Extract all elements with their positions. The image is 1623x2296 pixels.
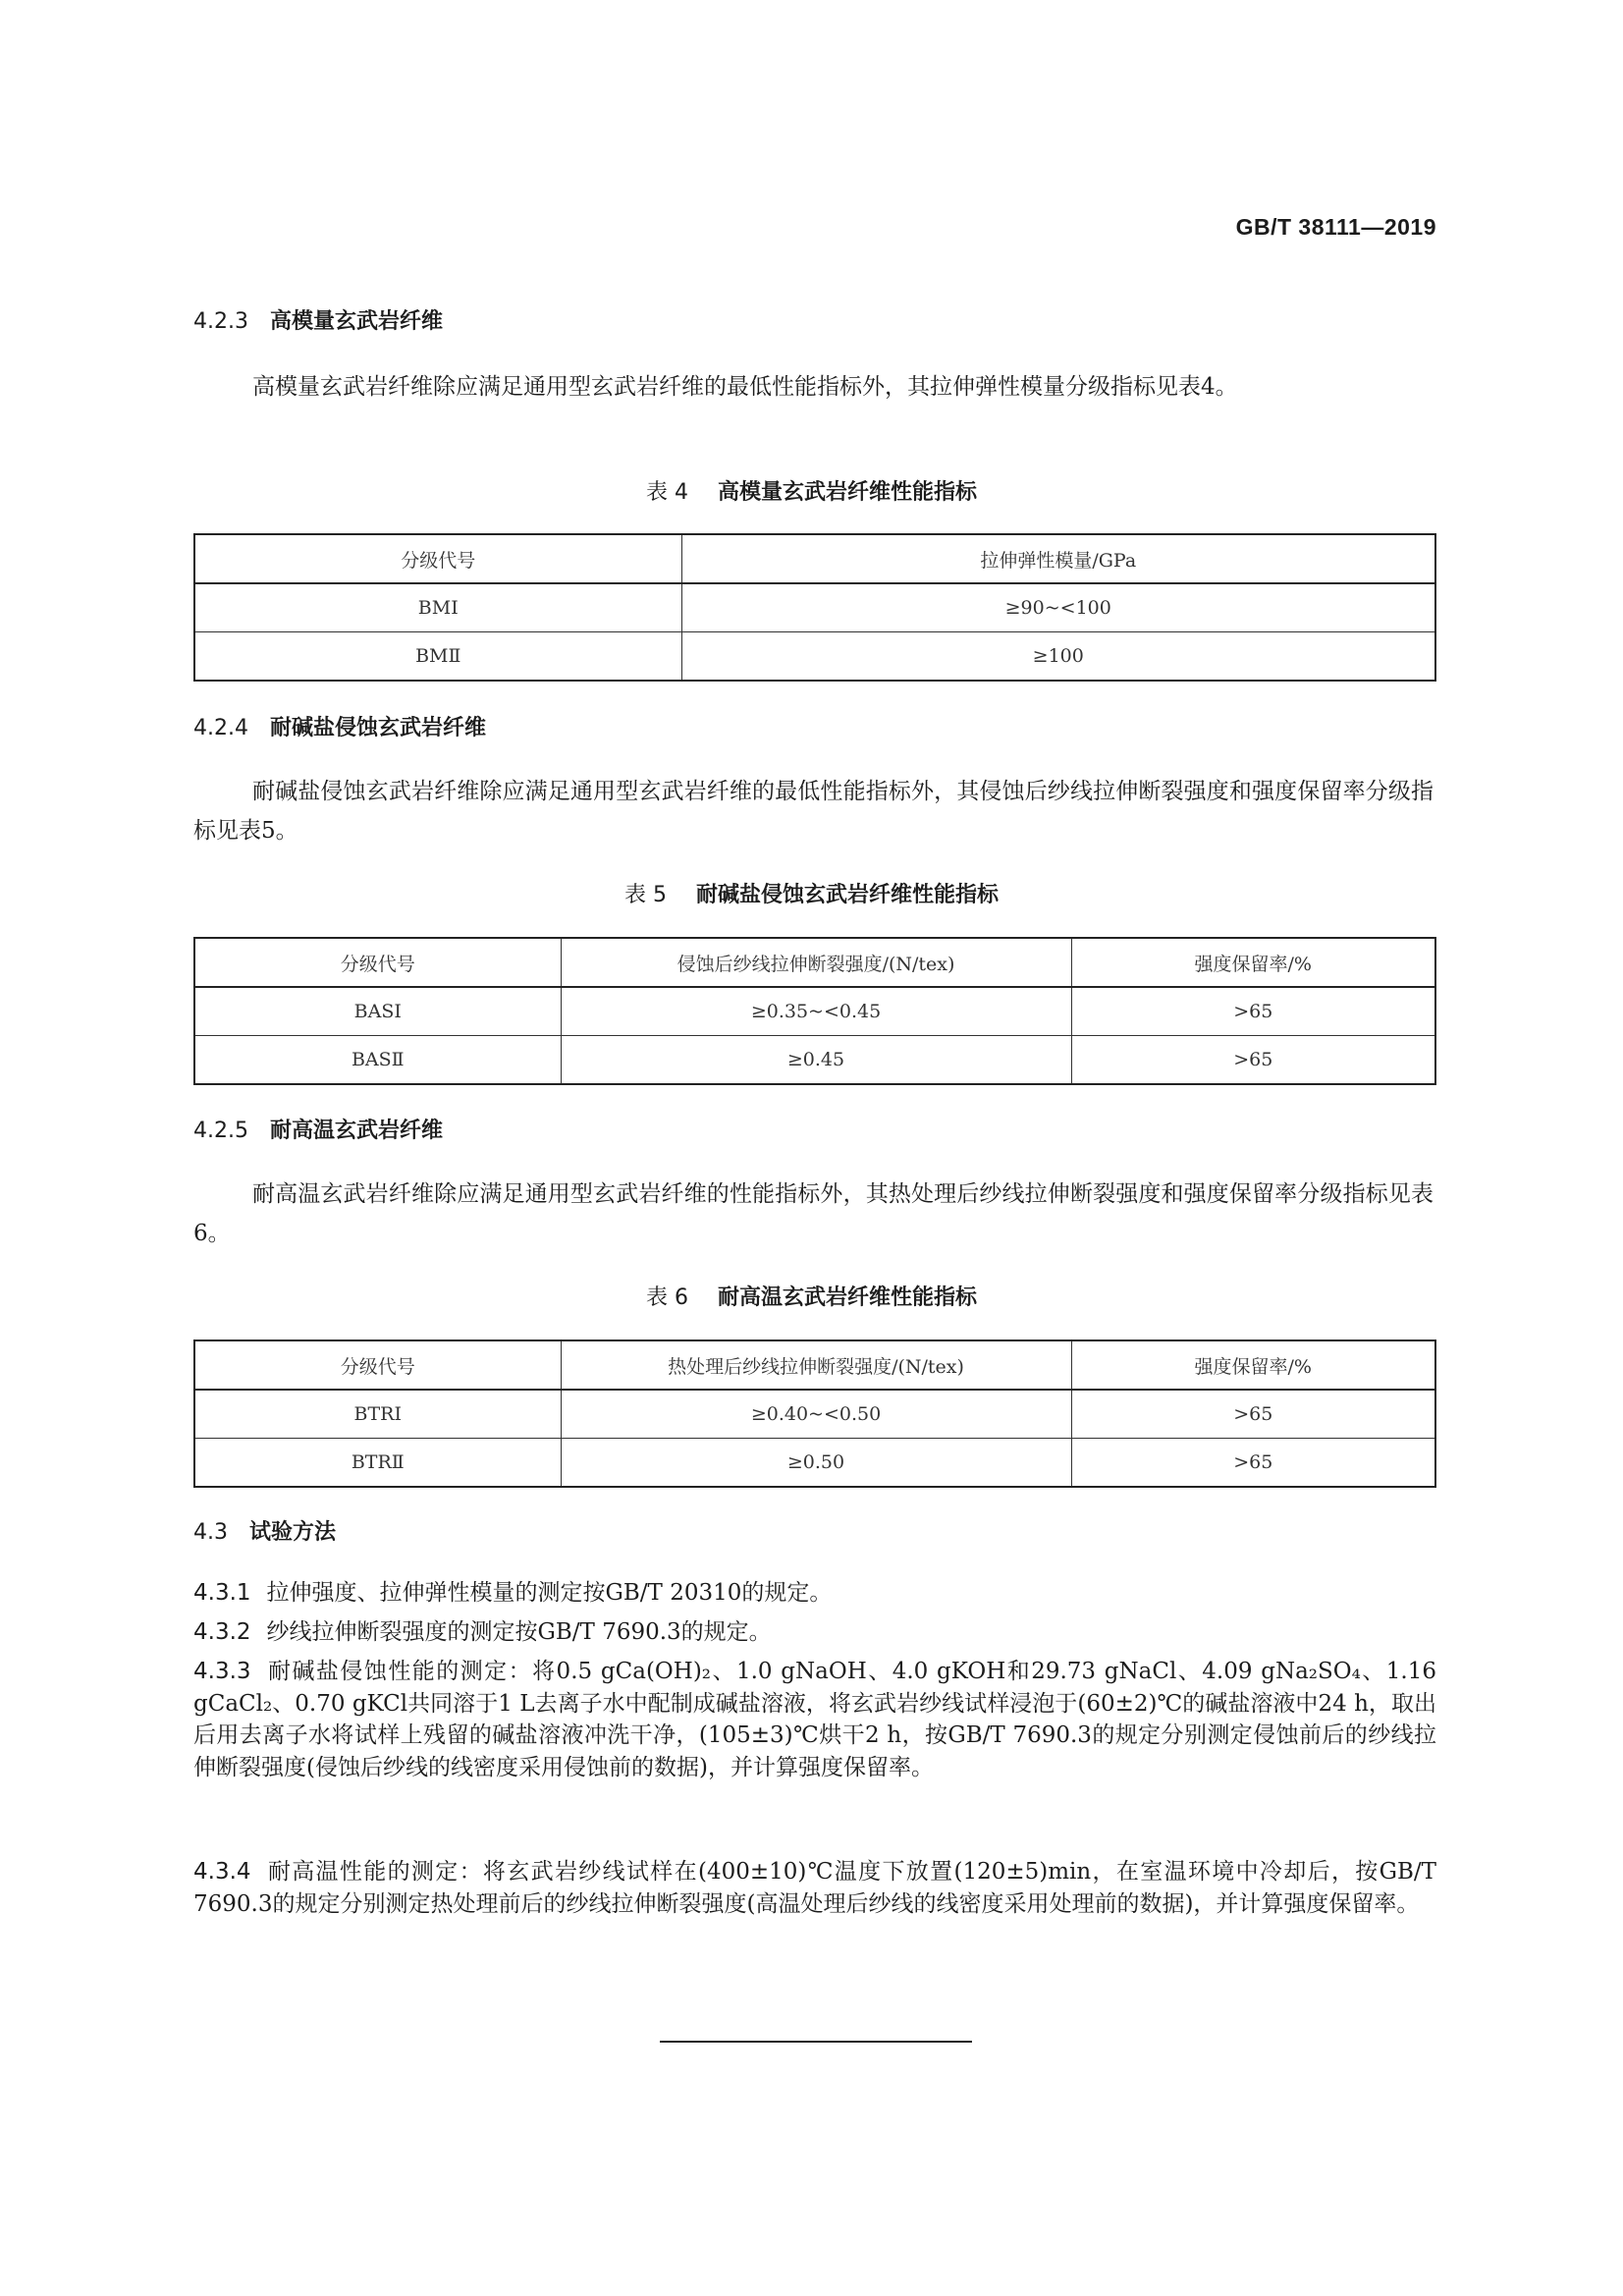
section-paragraph-4-2-4: 耐碱盐侵蚀玄武岩纤维除应满足通用型玄武岩纤维的最低性能指标外，其侵蚀后纱线拉伸断裂强度和强度保留率分级指标见表5。: [193, 779, 1434, 844]
clause-4-3-2: [193, 1616, 1436, 1649]
table-row: [194, 1390, 1435, 1439]
table-header-cell: 拉伸弹性模量/GPa: [681, 534, 1435, 583]
section-number: 4.2.4: [193, 716, 248, 740]
section-heading-4-2-5: [193, 1114, 443, 1144]
table-cell: ≥0.50: [561, 1439, 1071, 1488]
section-heading-4-2-4: [193, 711, 486, 741]
table-header-cell: 分级代号: [194, 534, 681, 583]
clause-4-3-3: [193, 1656, 1436, 1783]
standard-number: GB/T 38111—2019: [1235, 214, 1436, 240]
table-cell: ≥0.40~<0.50: [561, 1390, 1071, 1439]
section-title: 试验方法: [249, 1520, 337, 1545]
clause-4-3-1: [193, 1577, 1436, 1610]
table-cell: ≥90~<100: [681, 583, 1435, 632]
table-number: 表 4: [645, 480, 688, 505]
table-header-row: [194, 534, 1435, 583]
section-number: 4.3: [193, 1520, 228, 1545]
clause-number: 4.3.3: [193, 1659, 251, 1684]
table-header-cell: 强度保留率/%: [1071, 938, 1435, 987]
table-row: [194, 583, 1435, 632]
table-title: 高模量玄武岩纤维性能指标: [717, 480, 977, 505]
table-title: 耐碱盐侵蚀玄武岩纤维性能指标: [695, 883, 999, 907]
table-row: [194, 1036, 1435, 1085]
table-cell: BTRⅡ: [194, 1439, 561, 1488]
table-number: 表 5: [623, 883, 667, 907]
table-header-row: [194, 938, 1435, 987]
end-of-text-line: [660, 2041, 972, 2043]
clause-number: 4.3.1: [193, 1580, 251, 1606]
table-cell: >65: [1071, 1036, 1435, 1085]
table-header-cell: 强度保留率/%: [1071, 1340, 1435, 1390]
table-cell: BASⅠ: [194, 987, 561, 1036]
table-cell: BTRⅠ: [194, 1390, 561, 1439]
table-cell: BASⅡ: [194, 1036, 561, 1085]
table-cell: >65: [1071, 1439, 1435, 1488]
table-cell: >65: [1071, 987, 1435, 1036]
clause-text: 纱线拉伸断裂强度的测定按GB/T 7690.3的规定。: [266, 1619, 772, 1645]
table-title: 耐高温玄武岩纤维性能指标: [717, 1285, 977, 1310]
section-paragraph-4-2-5: 耐高温玄武岩纤维除应满足通用型玄武岩纤维的性能指标外，其热处理后纱线拉伸断裂强度和强度保留率分级指标见表6。: [193, 1181, 1434, 1246]
table-header-cell: 热处理后纱线拉伸断裂强度/(N/tex): [561, 1340, 1071, 1390]
table-cell: >65: [1071, 1390, 1435, 1439]
table-header-cell: 侵蚀后纱线拉伸断裂强度/(N/tex): [561, 938, 1071, 987]
section-title: 耐碱盐侵蚀玄武岩纤维: [269, 716, 486, 740]
table-header-row: [194, 1340, 1435, 1390]
table-4: [193, 533, 1436, 682]
clause-text: 耐高温性能的测定：将玄武岩纱线试样在(400±10)℃温度下放置(120±5)min，在室温环境中冷却后，按GB/T 7690.3的规定分别测定热处理前后的纱线拉伸断裂强度(高温处理后纱线的线密度采用处理前的数据)，并计算强度保留率。: [193, 1859, 1436, 1917]
table-row: [194, 987, 1435, 1036]
section-heading-4-3: [193, 1515, 336, 1546]
table-number: 表 6: [645, 1285, 688, 1310]
table-row: [194, 632, 1435, 682]
table-4-caption: [0, 475, 1623, 506]
table-cell: BMⅠ: [194, 583, 681, 632]
table-cell: ≥0.45: [561, 1036, 1071, 1085]
table-6: [193, 1339, 1436, 1488]
table-header-cell: 分级代号: [194, 1340, 561, 1390]
table-header-cell: 分级代号: [194, 938, 561, 987]
clause-text: 拉伸强度、拉伸弹性模量的测定按GB/T 20310的规定。: [266, 1580, 833, 1606]
clause-4-3-4: [193, 1856, 1436, 1920]
section-title: 耐高温玄武岩纤维: [269, 1119, 443, 1143]
table-cell: ≥100: [681, 632, 1435, 682]
clause-text: 耐碱盐侵蚀性能的测定：将0.5 gCa(OH)₂、1.0 gNaOH、4.0 gKOH和29.73 gNaCl、4.09 gNa₂SO₄、1.16 gCaCl₂、0.70 gKCl共同溶于1 L去离子水中配制成碱盐溶液，将玄武岩纱线试样浸泡于(60±2)℃的碱盐溶液中24 h，取出后用去离子水将试样上残留的碱盐溶液冲洗干净，(105±3)℃烘干2 h，按GB/T 7690.3的规定分别测定侵蚀前后的纱线拉伸断裂强度(侵蚀后纱线的线密度采用侵蚀前的数据)，并计算强度保留率。: [193, 1659, 1436, 1780]
table-cell: BMⅡ: [194, 632, 681, 682]
section-heading-4-2-3: [193, 304, 443, 335]
clause-number: 4.3.4: [193, 1859, 251, 1885]
section-title: 高模量玄武岩纤维: [269, 309, 443, 334]
table-5-caption: [0, 878, 1623, 908]
section-number: 4.2.3: [193, 309, 248, 334]
clause-number: 4.3.2: [193, 1619, 251, 1645]
table-5: [193, 937, 1436, 1085]
table-row: [194, 1439, 1435, 1488]
section-number: 4.2.5: [193, 1119, 248, 1143]
section-paragraph-4-2-3: 高模量玄武岩纤维除应满足通用型玄武岩纤维的最低性能指标外，其拉伸弹性模量分级指标见表4。: [252, 374, 1238, 400]
table-cell: ≥0.35~<0.45: [561, 987, 1071, 1036]
table-6-caption: [0, 1281, 1623, 1311]
